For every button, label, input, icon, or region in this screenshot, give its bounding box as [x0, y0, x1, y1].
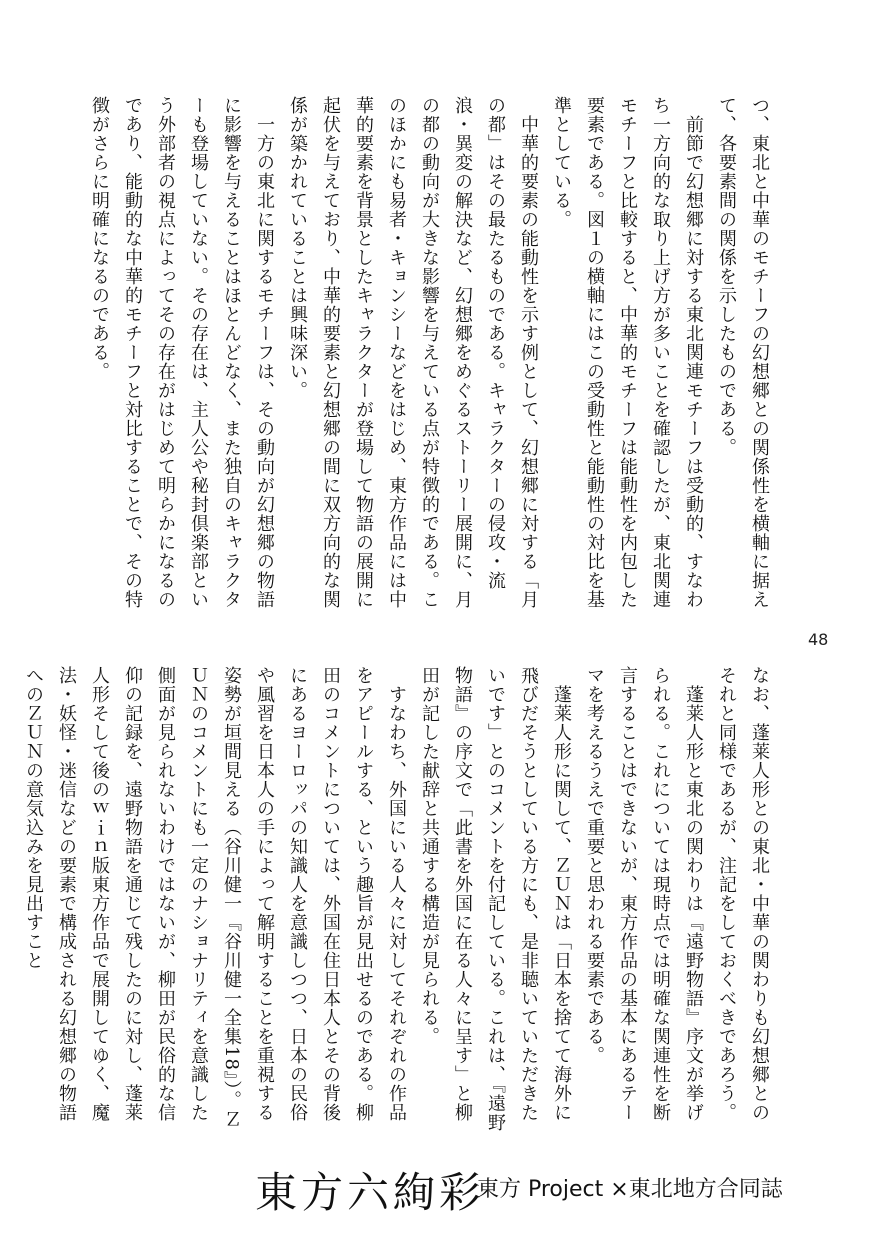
upper-text-block: つ、東北と中華のモチーフの幻想郷との関係性を横軸に据えて、各要素間の関係を示したものである。 前節で幻想郷に対する東北関連モチーフは受動的、すなわち一方向的な取り上げ方が多いことを確認したが、東北関連モチーフと比較すると、中華的モチーフは能動性を内包した要素である。図１の横軸にはこの受動性と能動性の対比を基準としている。 中華的要素の能動性を示す例として、幻想郷に対する「月の都」はその最たるものである。キャラクターの侵攻・流浪・異変の解決など、幻想郷をめぐるストーリー展開に、月の都の動向が大きな影響を与えている点が特徴的である。このほかにも易者・キョンシーなどをはじめ、東方作品には中華的要素を背景としたキャラクターが登場して物語の展開に起伏を与えており、中華的要素と幻想郷の間に双方向的な関係が築かれていることは興味深い。 一方の東北に関するモチーフは、その動向が幻想郷の物語に影響を与えることはほとんどなく、また独自のキャラクターも登場していない。その存在は、主人公や秘封倶楽部という外部者の視点によってその存在がはじめて明らかになるのであり、能動的な中華的モチーフと対比することで、その特徴がさらに明確になるのである。: [89, 96, 770, 609]
footer-logo: 東方六絢彩: [255, 1168, 486, 1217]
footer-subtitle: 東方 Project ×東北地方合同誌: [477, 1177, 783, 1202]
footer: [255, 1160, 815, 1220]
lower-text-block: なお、蓬莱人形との東北・中華の関わりも幻想郷とのそれと同様であるが、注記をしておくべきであろう。 蓬莱人形と東北の関わりは『遠野物語』序文が挙げられる。これについては現時点では明確な関連性を断言することはできないが、東方作品の基本にあるテーマを考えるうえで重要と思われる要素である。 蓬莱人形に関して、ＺＵＮは「日本を捨てて海外に飛びだそうとしている方にも、是非聴いていただきたいです」とのコメントを付記している。これは、『遠野物語』の序文で「此書を外国に在る人々に呈す」と柳田が記した献辞と共通する構造が見られる。 すなわち、外国にいる人々に対してそれぞれの作品をアピールする、という趣旨が見出せるのである。柳田のコメントについては、外国在住日本人とその背後にあるヨーロッパの知識人を意識しつつ、日本の民俗や風習を日本人の手によって解明することを重視する姿勢が垣間見える（谷川健一『谷川健一全集18』）。ＺＵＮのコメントにも一定のナショナリティを意識した側面が見られないわけではないが、柳田が民俗的な信仰の記録を、遠野物語を通じて残したのに対し、蓬莱人形そして後のｗｉｎ版東方作品で展開してゆく、魔法・妖怪・迷信などの要素で構成される幻想郷の物語へのＺＵＮの意気込みを見出すこと: [23, 666, 770, 1132]
page-number: 48: [808, 630, 829, 649]
